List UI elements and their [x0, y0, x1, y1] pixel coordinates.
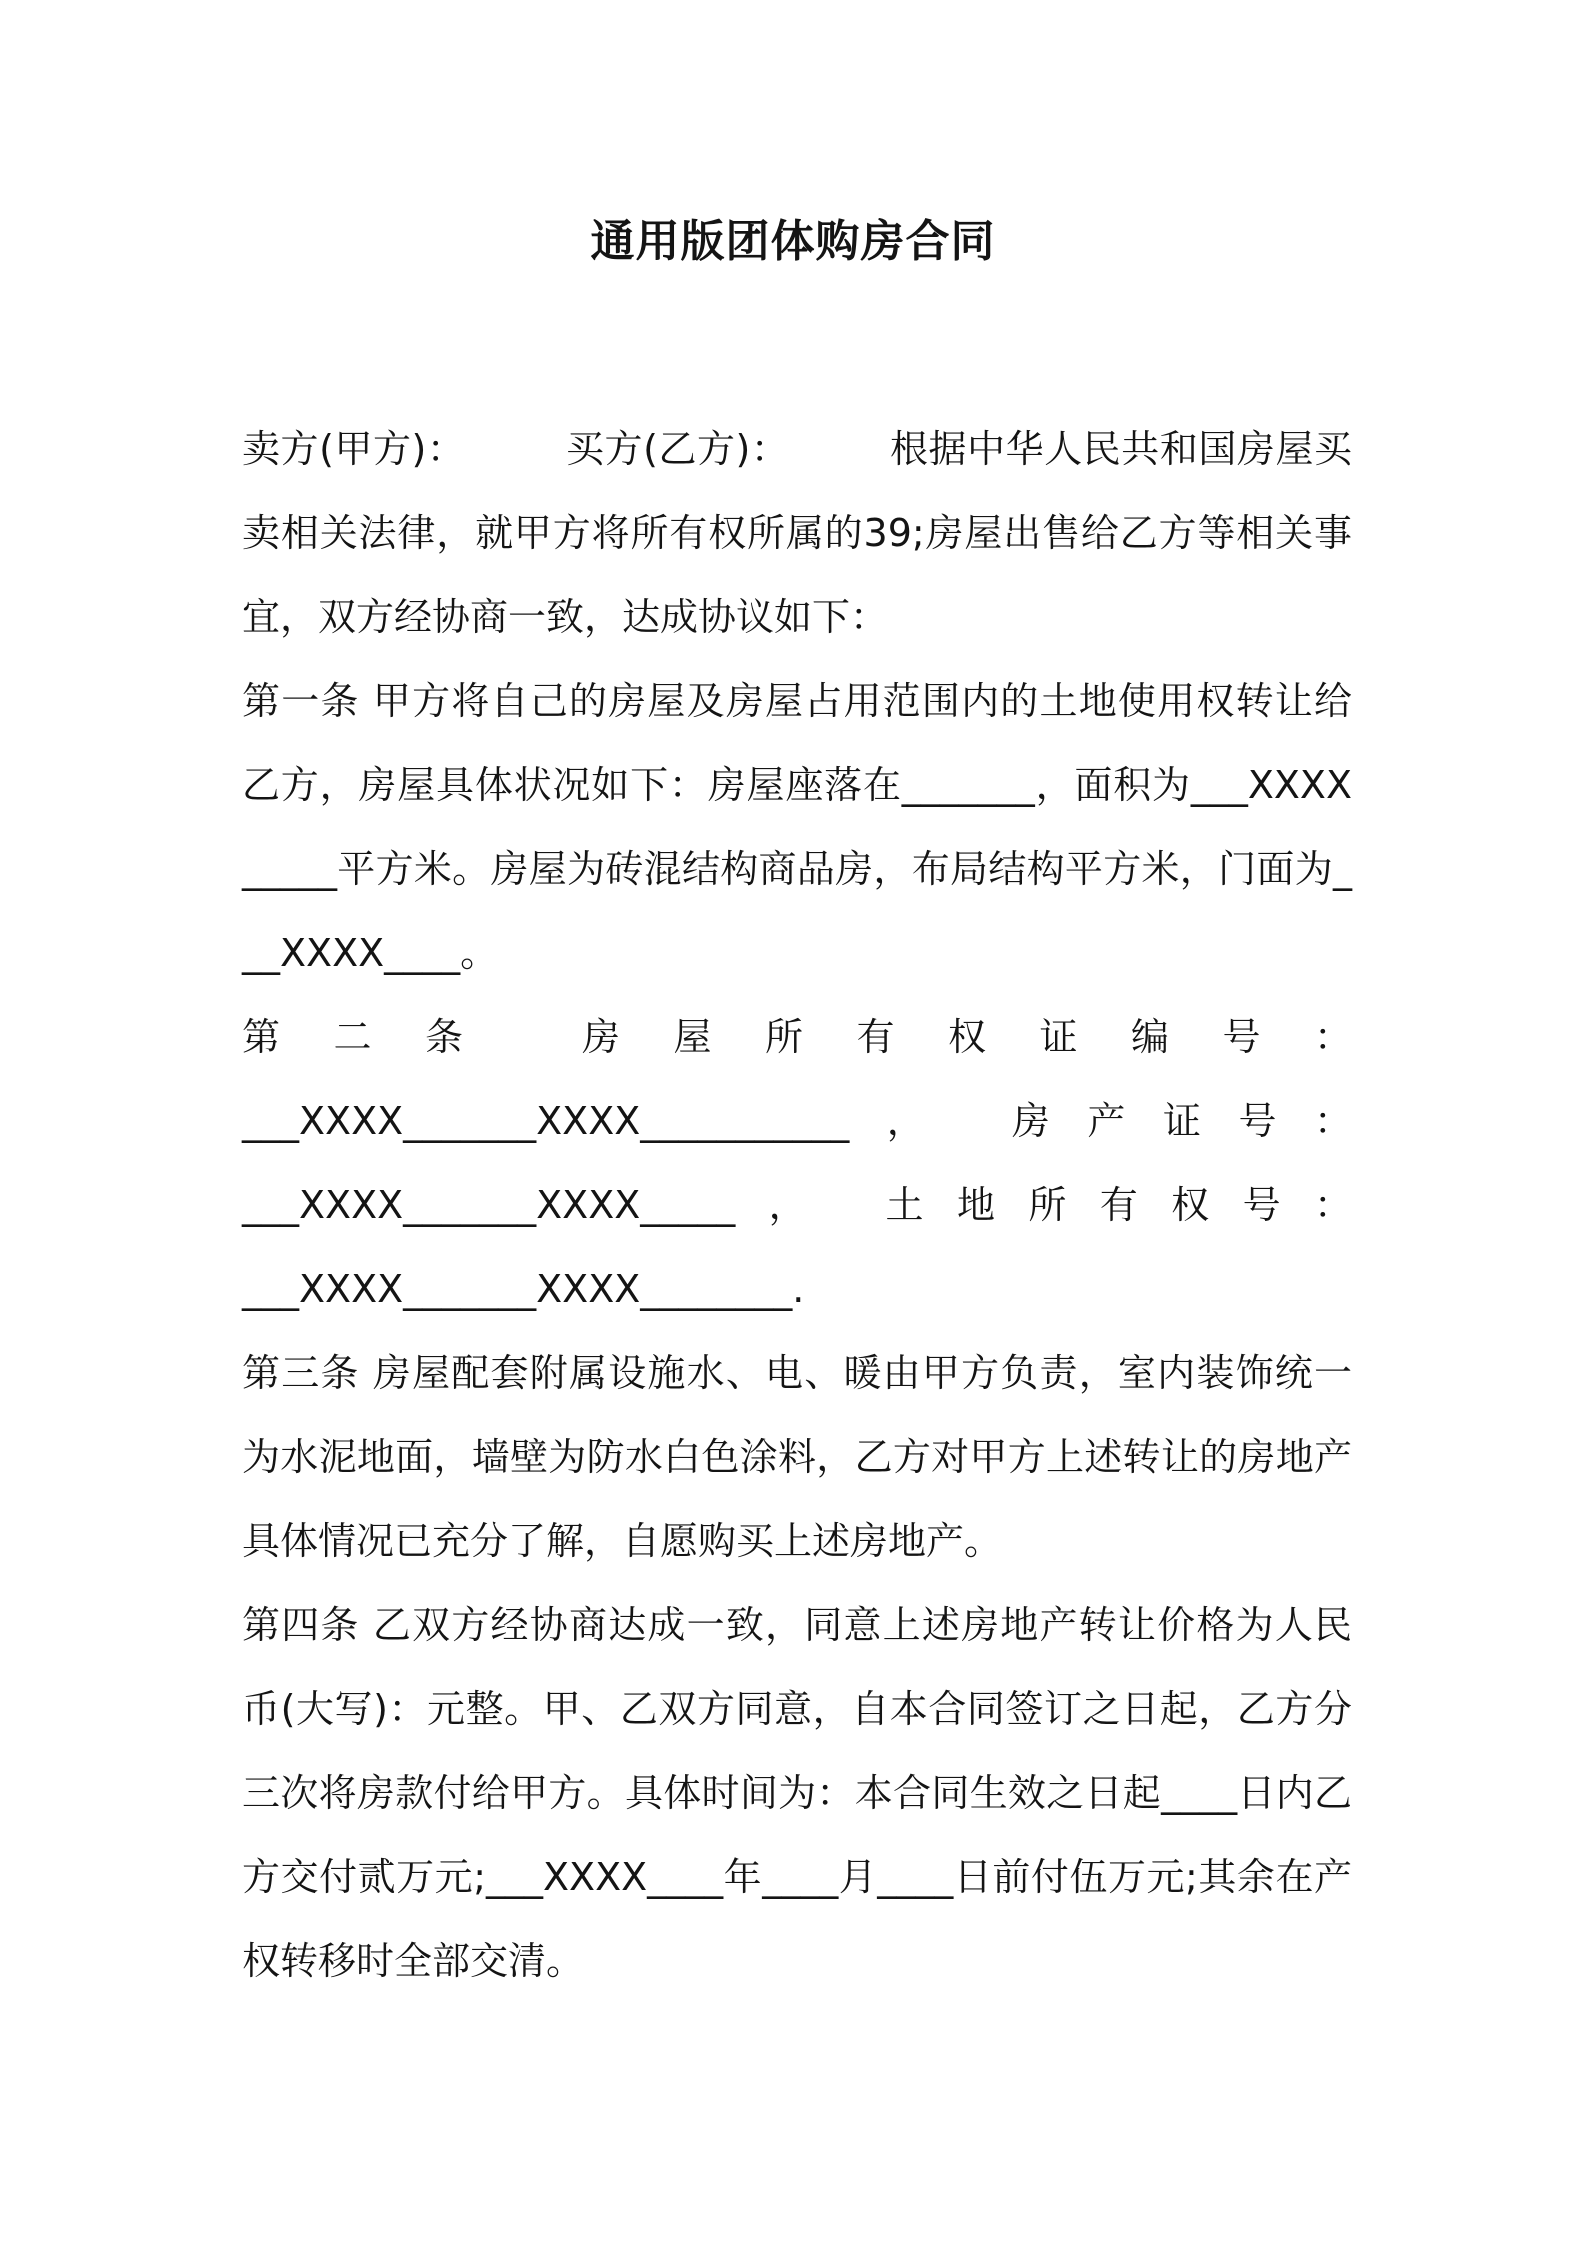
intro-text: 根据中华人民共和国房屋买卖相关法律，就甲方将所有权所属的39;房屋出售给乙方等相关事宜，双方经协商一致，达成协议如下： [242, 427, 1352, 639]
article-1: 第一条 甲方将自己的房屋及房屋占用范围内的土地使用权转让给乙方，房屋具体状况如下：房屋座落在_______，面积为___XXXX_____平方米。房屋为砖混结构商品房，布局结构平方米，门面为___XXXX____。 [242, 679, 1352, 975]
article-2-line-3: ___XXXX_______XXXX_____， 土地所有权号： [242, 1183, 1352, 1227]
article-3: 第三条 房屋配套附属设施水、电、暖由甲方负责，室内装饰统一为水泥地面，墙壁为防水白色涂料，乙方对甲方上述转让的房地产具体情况已充分了解，自愿购买上述房地产。 [242, 1351, 1352, 1563]
article-2-line-4: ___XXXX_______XXXX________. [242, 1267, 805, 1311]
article-2-line-2: ___XXXX_______XXXX___________， 房产证号： [242, 1099, 1352, 1143]
article-4: 第四条 乙双方经协商达成一致，同意上述房地产转让价格为人民币(大写)：元整。甲、乙双方同意，自本合同签订之日起，乙方分三次将房款付给甲方。具体时间为：本合同生效之日起____日内乙方交付贰万元;___XXXX____年____月____日前付伍万元;其余在产权转移时全部交清。 [242, 1603, 1352, 1983]
buyer-label: 买方(乙方)： [565, 427, 790, 471]
article-2-line-1: 第二条 房屋所有权证编号： [242, 1015, 1352, 1059]
document-title: 通用版团体购房合同 [590, 216, 996, 267]
seller-label: 卖方(甲方)： [242, 427, 466, 471]
document-body [242, 407, 1352, 2003]
intro-paragraph [242, 407, 1352, 659]
